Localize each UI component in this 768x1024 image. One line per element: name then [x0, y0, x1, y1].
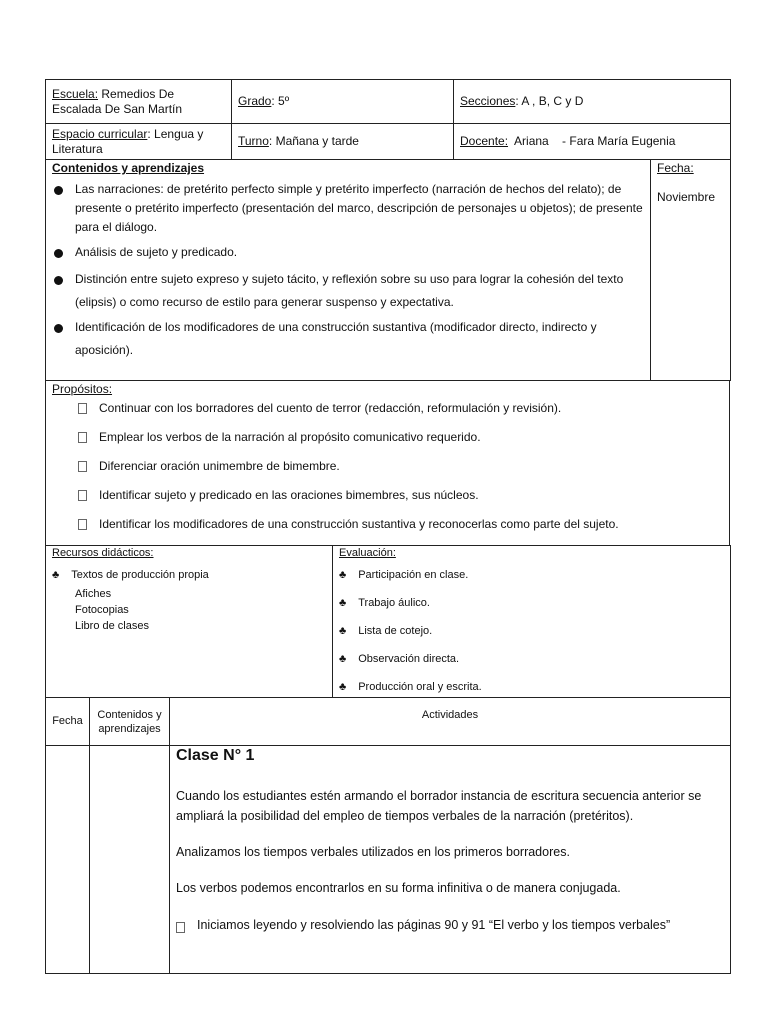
docente-label: Docente:: [460, 134, 509, 148]
grado-label: Grado: [238, 94, 272, 108]
proposito-item: [78, 401, 723, 416]
checkbox-icon: [78, 490, 87, 501]
proposito-item: [78, 459, 723, 474]
escuela-value: Remedios De Escalada De San Martín: [52, 86, 183, 116]
recursos-cell: [46, 546, 333, 698]
lesson-plan-document: [45, 79, 730, 974]
header-table: [45, 79, 731, 160]
clase-bullet: [176, 918, 724, 933]
recurso-item: Afiches: [75, 588, 112, 600]
evaluacion-text: Trabajo áulico.: [358, 597, 430, 609]
evaluacion-cell: [333, 546, 731, 698]
recurso-item: Libro de clases: [75, 620, 149, 632]
bullet-dot-icon: [54, 186, 63, 195]
actividades-cell: [170, 746, 731, 974]
club-icon: ♣: [52, 569, 60, 581]
grado-cell: [232, 80, 454, 124]
contenidos-item: [52, 320, 644, 362]
evaluacion-title: Evaluación:: [339, 547, 396, 559]
evaluacion-item: [339, 568, 724, 583]
propositos-table: [45, 380, 730, 546]
proposito-item: [78, 517, 723, 532]
docente-value: Ariana - Fara María Eugenia: [508, 134, 676, 148]
bullet-dot-icon: [54, 276, 63, 285]
contenidos-item-text: Análisis de sujeto y predicado.: [75, 245, 238, 259]
club-icon: ♣: [339, 625, 347, 637]
proposito-text: Emplear los verbos de la narración al propósito comunicativo requerido.: [99, 430, 481, 444]
evaluacion-item: [339, 652, 724, 667]
clase-paragraph: Los verbos podemos encontrarlos en su forma infinitiva o de manera conjugada.: [176, 881, 621, 895]
proposito-item: [78, 488, 723, 503]
club-icon: ♣: [339, 597, 347, 609]
proposito-text: Identificar los modificadores de una construcción sustantiva y reconocerlas como parte del sujeto.: [99, 517, 619, 531]
evaluacion-item: [339, 596, 724, 611]
evaluacion-item: [339, 680, 724, 695]
proposito-text: Diferenciar oración unimembre de bimembre.: [99, 459, 340, 473]
grado-value: : 5º: [271, 94, 290, 108]
contenidos-item-text: Distinción entre sujeto expreso y sujeto tácito, y reflexión sobre su uso para lograr la cohesión del texto (elipsis) o como recurso de estilo para generar suspenso y expectativa.: [75, 272, 624, 309]
contenidos-title: Contenidos y aprendizajes: [52, 161, 205, 175]
recurso-item: Fotocopias: [75, 604, 129, 616]
espacio-cell: [46, 124, 232, 160]
fecha-cell: [651, 160, 731, 381]
evaluacion-text: Participación en clase.: [358, 569, 469, 581]
contenidos-cell: [46, 160, 651, 381]
turno-value: : Mañana y tarde: [268, 134, 359, 148]
bullet-dot-icon: [54, 249, 63, 258]
evaluacion-text: Producción oral y escrita.: [358, 681, 482, 693]
proposito-text: Identificar sujeto y predicado en las oraciones bimembres, sus núcleos.: [99, 488, 479, 502]
propositos-title: Propósitos:: [52, 382, 113, 396]
clase-title: Clase N° 1: [176, 747, 255, 764]
fecha-column-cell: [46, 746, 90, 974]
evaluacion-item: [339, 624, 724, 639]
proposito-item: [78, 430, 723, 445]
contenidos-column-cell: [90, 746, 170, 974]
club-icon: ♣: [339, 681, 347, 693]
secciones-cell: [454, 80, 731, 124]
recurso-text: Textos de producción propia: [71, 569, 209, 581]
secciones-value: : A , B, C y D: [515, 94, 584, 108]
secciones-label: Secciones: [460, 94, 516, 108]
clase-paragraph: Analizamos los tiempos verbales utilizados en los primeros borradores.: [176, 845, 570, 859]
contenidos-item: [52, 182, 644, 237]
checkbox-icon: [78, 403, 87, 414]
contenidos-item: [52, 245, 644, 260]
contenidos-table: [45, 159, 731, 381]
club-icon: ♣: [339, 569, 347, 581]
club-icon: ♣: [339, 653, 347, 665]
checkbox-icon: [78, 432, 87, 443]
contenidos-item-text: Identificación de los modificadores de una construcción sustantiva (modificador directo, indirecto y aposición).: [75, 320, 597, 357]
propositos-cell: [46, 381, 730, 546]
col-actividades-header: Actividades: [170, 698, 731, 746]
bullet-dot-icon: [54, 324, 63, 333]
docente-cell: [454, 124, 731, 160]
clase-paragraph: Cuando los estudiantes estén armando el borrador instancia de escritura secuencia anterior se ampliará la posibilidad del empleo de tiempos verbales de la narración (pretéritos).: [176, 789, 702, 823]
espacio-label: Espacio curricular: [52, 126, 148, 141]
recursos-evaluacion-table: [45, 545, 731, 698]
checkbox-icon: [78, 519, 87, 530]
turno-label: Turno: [238, 134, 269, 148]
col-contenidos-header: Contenidos y aprendizajes: [90, 698, 170, 746]
actividades-table: [45, 697, 731, 974]
turno-cell: [232, 124, 454, 160]
escuela-cell: [46, 80, 232, 124]
col-fecha-header: Fecha: [46, 698, 90, 746]
contenidos-item-text: Las narraciones: de pretérito perfecto simple y pretérito imperfecto (narración de hechos del relato); de presente o pretérito imperfecto (presentación del marco, descripción de personajes u objetos); de presente para el diálogo.: [75, 182, 643, 234]
evaluacion-text: Observación directa.: [358, 653, 460, 665]
checkbox-icon: [78, 461, 87, 472]
checkbox-icon: [176, 922, 185, 933]
contenidos-item: [52, 272, 644, 314]
espacio-value: : Lengua y Literatura: [52, 126, 204, 156]
proposito-text: Continuar con los borradores del cuento de terror (redacción, reformulación y revisión).: [99, 401, 562, 415]
escuela-label: Escuela:: [52, 86, 99, 101]
fecha-label: Fecha:: [657, 161, 694, 175]
recurso-item: [52, 568, 326, 583]
evaluacion-text: Lista de cotejo.: [358, 625, 433, 637]
clase-bullet-text: Iniciamos leyendo y resolviendo las páginas 90 y 91 “El verbo y los tiempos verbales”: [197, 918, 671, 932]
fecha-value: Noviembre: [657, 190, 716, 204]
recursos-title: Recursos didácticos:: [52, 547, 154, 559]
